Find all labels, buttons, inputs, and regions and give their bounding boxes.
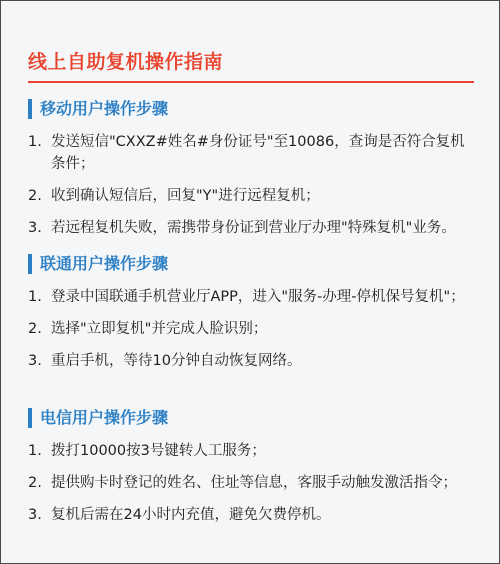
step-item bbox=[28, 350, 478, 372]
page-title: 线上自助复机操作指南 bbox=[28, 51, 224, 73]
section-heading bbox=[28, 97, 478, 121]
step-text: 选择"立即复机"并完成人脸识别； bbox=[51, 321, 268, 337]
step-number: 1. bbox=[28, 289, 42, 305]
step-item bbox=[28, 504, 478, 526]
step-text: 登录中国联通手机营业厅APP，进入"服务-办理-停机保号复机"； bbox=[51, 289, 465, 305]
step-text: 收到确认短信后，回复"Y"进行远程复机； bbox=[51, 188, 320, 204]
title-divider bbox=[28, 81, 474, 83]
step-item bbox=[28, 286, 478, 308]
step-item bbox=[28, 131, 478, 175]
step-item bbox=[28, 217, 478, 239]
section-telecom bbox=[28, 406, 478, 526]
section-unicom bbox=[28, 252, 478, 372]
step-number: 1. bbox=[28, 134, 42, 150]
step-text: 发送短信"CXXZ#姓名#身份证号"至10086，查询是否符合复机条件； bbox=[51, 134, 465, 172]
heading-accent-bar bbox=[28, 408, 32, 428]
heading-accent-bar bbox=[28, 99, 32, 119]
step-number: 2. bbox=[28, 475, 42, 491]
heading-accent-bar bbox=[28, 254, 32, 274]
section-heading bbox=[28, 252, 478, 276]
step-item bbox=[28, 185, 478, 207]
step-list bbox=[28, 286, 478, 372]
step-text: 重启手机，等待10分钟自动恢复网络。 bbox=[51, 353, 302, 369]
step-item bbox=[28, 440, 478, 462]
step-item bbox=[28, 318, 478, 340]
step-number: 1. bbox=[28, 443, 42, 459]
section-mobile bbox=[28, 97, 478, 239]
step-number: 3. bbox=[28, 507, 42, 523]
step-text: 提供购卡时登记的姓名、住址等信息，客服手动触发激活指令； bbox=[51, 475, 457, 491]
step-list bbox=[28, 440, 478, 526]
step-number: 2. bbox=[28, 321, 42, 337]
section-heading-text: 电信用户操作步骤 bbox=[40, 408, 169, 427]
step-number: 2. bbox=[28, 188, 42, 204]
section-heading-text: 联通用户操作步骤 bbox=[40, 254, 169, 273]
section-heading-text: 移动用户操作步骤 bbox=[40, 99, 169, 118]
step-text: 若远程复机失败，需携带身份证到营业厅办理"特殊复机"业务。 bbox=[51, 220, 456, 236]
step-item bbox=[28, 472, 478, 494]
section-heading bbox=[28, 406, 478, 430]
step-text: 复机后需在24小时内充值，避免欠费停机。 bbox=[51, 507, 331, 523]
step-text: 拨打10000按3号键转人工服务； bbox=[51, 443, 266, 459]
step-number: 3. bbox=[28, 353, 42, 369]
step-list bbox=[28, 131, 478, 239]
step-number: 3. bbox=[28, 220, 42, 236]
